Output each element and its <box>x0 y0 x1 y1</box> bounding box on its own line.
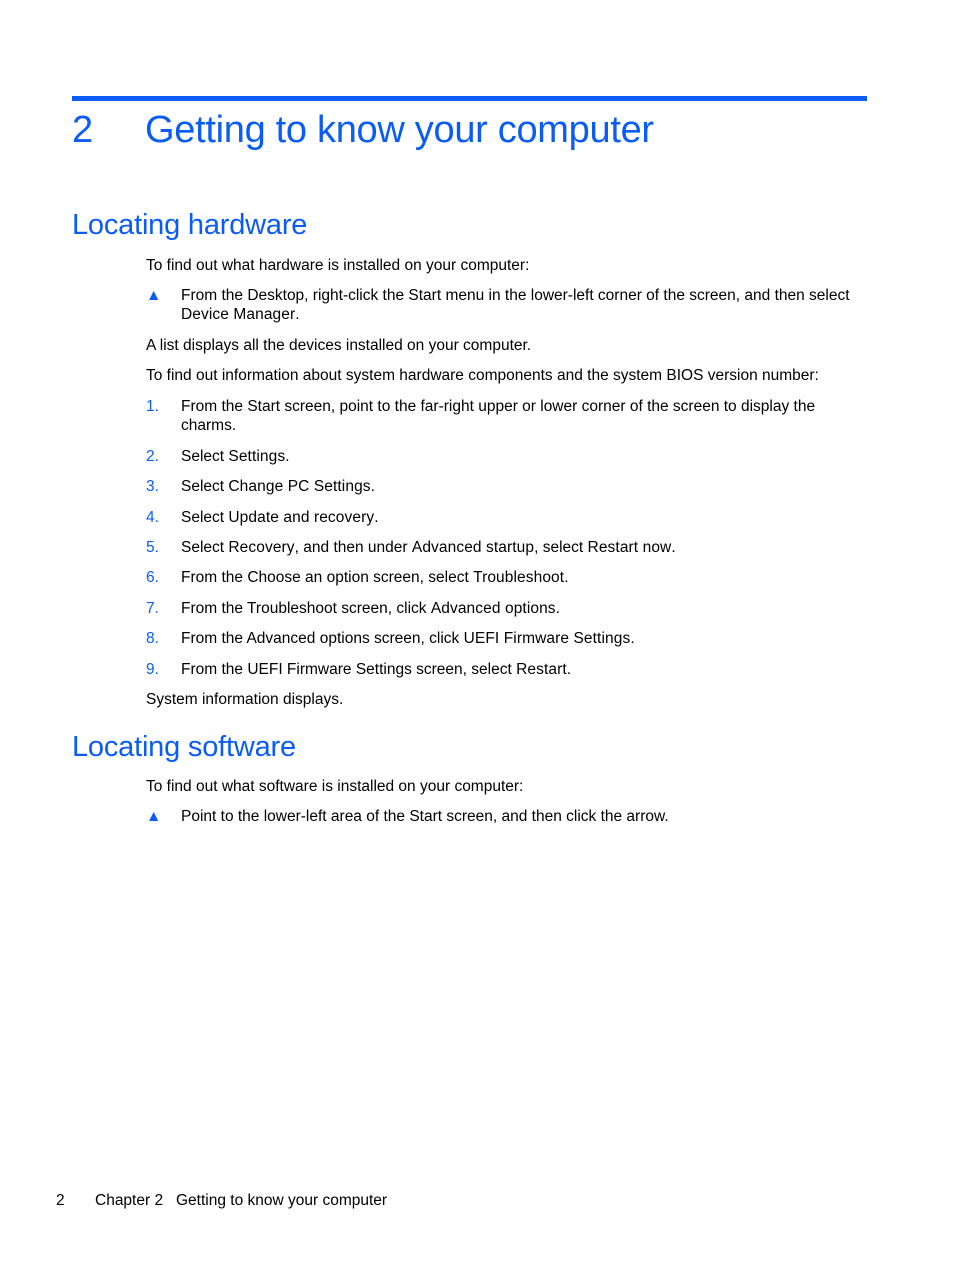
chapter-rule <box>72 96 867 101</box>
hardware-intro: To find out what hardware is installed on your computer: <box>146 257 530 274</box>
step-text-part: . <box>285 448 290 465</box>
software-intro: To find out what software is installed on your computer: <box>146 778 524 795</box>
hardware-list-note: A list displays all the devices installed on your computer. <box>146 337 532 354</box>
step-text <box>181 629 851 648</box>
step-3 <box>146 477 856 496</box>
step-number: 8. <box>146 630 159 647</box>
step-text <box>181 477 851 496</box>
step-text-part: , select <box>534 539 588 556</box>
step-text-part: . <box>555 600 560 617</box>
step-text: From the Start screen, point to the far-right upper or lower corner of the screen to display the charms. <box>181 398 816 434</box>
ui-term: Advanced startup <box>411 539 535 556</box>
step-8 <box>146 629 856 648</box>
step-text-part: . <box>564 569 569 586</box>
chapter-title: Getting to know your computer <box>145 109 654 151</box>
ui-term: Change PC Settings <box>228 478 371 495</box>
step-number: 1. <box>146 398 159 415</box>
step-text <box>181 568 851 587</box>
step-2 <box>146 447 856 466</box>
page-number: 2 <box>56 1192 65 1209</box>
ui-term: Troubleshoot <box>473 569 565 586</box>
ui-term: Restart now <box>587 539 672 556</box>
bullet-text: From the Desktop, right-click the Start menu in the lower-left corner of the screen, and then select <box>181 287 850 304</box>
step-number: 5. <box>146 539 159 556</box>
step-text <box>181 508 851 527</box>
step-text-part: . <box>566 661 572 678</box>
step-number: 2. <box>146 448 159 465</box>
ui-term: Restart <box>516 661 567 678</box>
step-text-part: Select <box>181 509 229 526</box>
running-title: Chapter 2 Getting to know your computer <box>95 1192 388 1209</box>
step-4 <box>146 508 856 527</box>
triangle-bullet-icon: ▲ <box>146 287 162 304</box>
step-text-part: . <box>374 509 379 526</box>
software-bullet <box>146 807 856 826</box>
step-number: 3. <box>146 478 159 495</box>
step-number: 7. <box>146 600 159 617</box>
step-text-part: Select <box>181 478 229 495</box>
step-text-part: . <box>370 478 375 495</box>
step-text-part: From the Choose an option screen, select <box>181 569 474 586</box>
triangle-bullet-icon: ▲ <box>146 808 162 825</box>
step-text <box>181 599 851 618</box>
step-number: 4. <box>146 509 159 526</box>
step-6 <box>146 568 856 587</box>
step-text-part: From the Troubleshoot screen, click <box>181 600 431 617</box>
step-number: 9. <box>146 661 159 678</box>
section-title-hardware: Locating hardware <box>72 209 308 241</box>
step-number: 6. <box>146 569 159 586</box>
step-9 <box>146 660 856 679</box>
hardware-bullet-text <box>181 286 851 324</box>
ui-term: Update and recovery <box>228 509 375 526</box>
section-title-software: Locating software <box>72 731 296 763</box>
step-text-part: . <box>671 539 676 556</box>
chapter-number: 2 <box>72 109 93 151</box>
step-text-part: From the Advanced options screen, click <box>181 630 464 647</box>
step-text-part: Select <box>181 539 229 556</box>
ui-term: Recovery <box>228 539 295 556</box>
bullet-text-end: . <box>295 306 300 323</box>
ui-term: Advanced options <box>430 600 556 617</box>
step-1 <box>146 397 856 435</box>
step-text <box>181 447 851 466</box>
step-5 <box>146 538 856 557</box>
ui-term-device-manager: Device Manager <box>181 306 296 323</box>
step-text-part: From the UEFI Firmware Settings screen, select <box>181 661 517 678</box>
hardware-result: System information displays. <box>146 691 344 708</box>
chapter-heading <box>72 104 654 156</box>
step-text-part: Select <box>181 448 229 465</box>
step-text <box>181 660 851 679</box>
hardware-bullet <box>146 286 856 324</box>
bios-intro: To find out information about system hardware components and the system BIOS version number: <box>146 367 819 384</box>
ui-term: Settings <box>228 448 286 465</box>
step-text <box>181 538 851 557</box>
page-footer <box>56 1191 387 1210</box>
software-bullet-text: Point to the lower-left area of the Start screen, and then click the arrow. <box>181 808 669 825</box>
step-7 <box>146 599 856 618</box>
step-text-part: . <box>630 630 635 647</box>
step-text-part: , and then under <box>294 539 412 556</box>
ui-term: UEFI Firmware Settings <box>463 630 631 647</box>
